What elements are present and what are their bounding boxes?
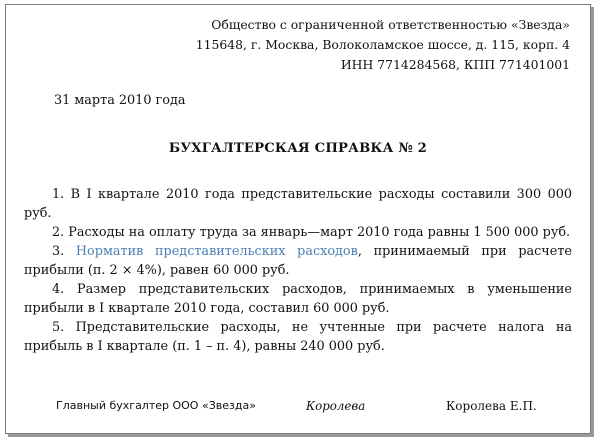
handwritten-signature: Королева [306, 399, 366, 413]
organization-header [196, 15, 570, 75]
document-body [24, 185, 572, 356]
document-page [5, 4, 591, 434]
norm-link[interactable]: Норматив представительских расходов [75, 244, 358, 259]
org-name: Общество с ограниченной ответственностью «Звезда» [211, 17, 570, 32]
org-address: 115648, г. Москва, Волоколамское шоссе, д. 115, корп. 4 [195, 37, 570, 52]
item-2: 2. Расходы на оплату труда за январь—март 2010 года равны 1 500 000 руб. [52, 225, 571, 240]
signer-name: Королева Е.П. [446, 399, 537, 413]
item-3-suffix: , принимаемый при расчете прибыли (п. 2 × 4%), равен 60 000 руб. [24, 244, 572, 278]
document-title: БУХГАЛТЕРСКАЯ СПРАВКА № 2 [168, 141, 428, 156]
item-3-prefix: 3. [52, 244, 76, 259]
item-4: 4. Размер представительских расходов, принимаемых в уменьшение прибыли в I квартале 2010 года, составил 60 000 руб. [24, 282, 572, 316]
org-tax-ids: ИНН 7714284568, КПП 771401001 [340, 57, 570, 72]
signer-position: Главный бухгалтер ООО «Звезда» [56, 399, 256, 412]
item-1: 1. В I квартале 2010 года представительские расходы составили 300 000 руб. [24, 187, 572, 221]
item-3 [24, 242, 572, 280]
document-date: 31 марта 2010 года [54, 93, 186, 108]
item-5: 5. Представительские расходы, не учтенные при расчете налога на прибыль в I квартале (п. 1 – п. 4), равны 240 000 руб. [24, 320, 572, 354]
